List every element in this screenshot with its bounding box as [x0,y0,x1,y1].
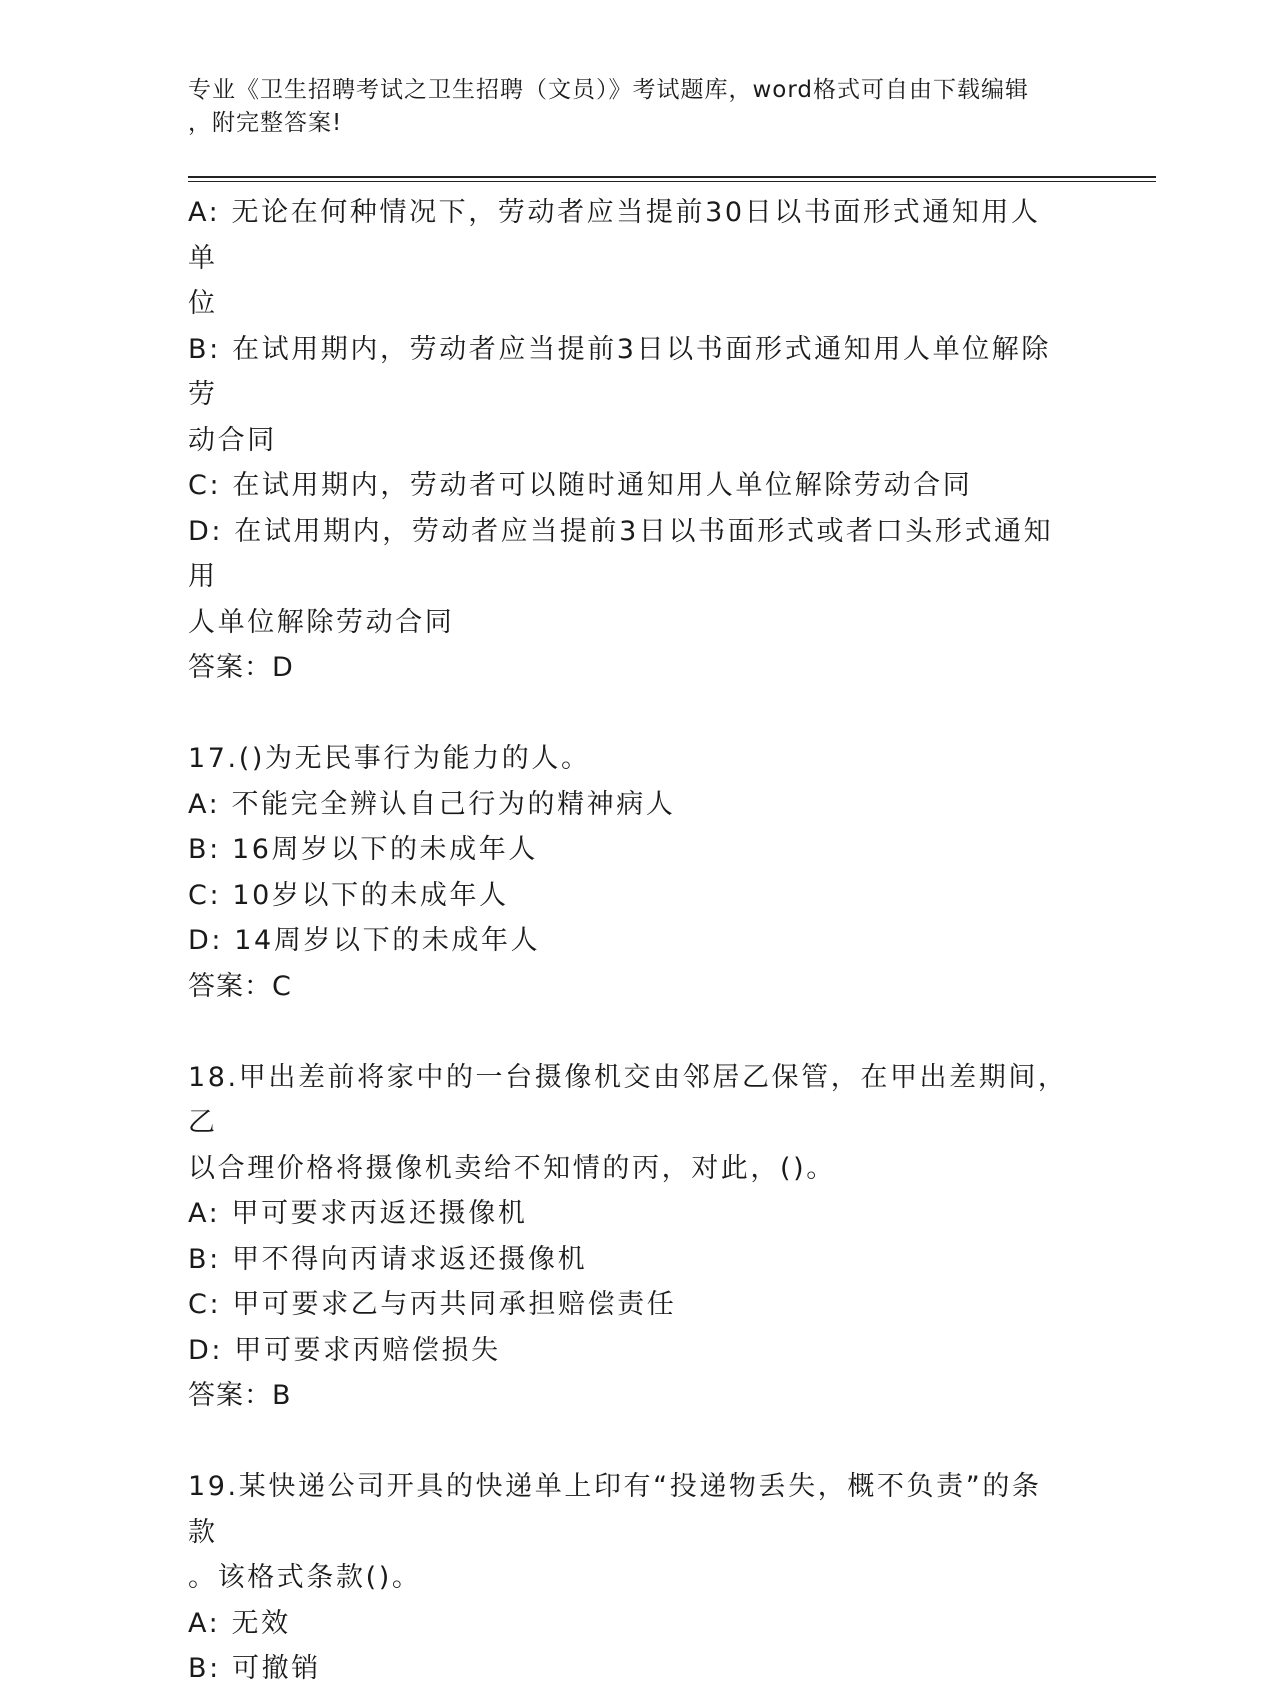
option-line: D: 在试用期内，劳动者应当提前3日以书面形式或者口头形式通知用 [188,515,1054,592]
option-line: B: 在试用期内，劳动者应当提前3日以书面形式通知用人单位解除劳 [188,333,1051,410]
option-line: B: 16周岁以下的未成年人 [188,834,538,865]
option-line: A: 无效 [188,1607,291,1639]
question-stem: 。该格式条款()。 [188,1562,422,1593]
question-stem: 17.()为无民事行为能力的人。 [188,743,591,774]
option-line: B: 可撤销 [188,1653,321,1684]
spacer [188,1009,1068,1055]
answer-line: 答案：C [188,970,292,1002]
question-17 [188,736,1068,1009]
option-line: D: 甲可要求丙赔偿损失 [188,1334,501,1366]
question-content [188,190,1068,1692]
header-line-2: ，附完整答案! [188,110,343,136]
question-18 [188,1055,1068,1419]
option-line: A: 无论在何种情况下，劳动者应当提前30日以书面形式通知用人单 [188,197,1041,274]
option-line: B: 甲不得向丙请求返还摄像机 [188,1243,588,1275]
question-stem: 19.某快递公司开具的快递单上印有“投递物丢失，概不负责”的条款 [188,1471,1042,1548]
answer-line: 答案：D [188,652,294,683]
option-line: D: 14周岁以下的未成年人 [188,925,541,956]
question-stem: 以合理价格将摄像机卖给不知情的丙，对此，()。 [188,1152,836,1184]
document-header [188,74,1068,140]
question-stem: 18.甲出差前将家中的一台摄像机交由邻居乙保管，在甲出差期间，乙 [188,1061,1068,1138]
option-line: 动合同 [188,424,277,456]
spacer [188,691,1068,737]
header-double-rule [188,176,1156,182]
option-line: 人单位解除劳动合同 [188,606,455,638]
spacer [188,1419,1068,1465]
option-line: 位 [188,288,218,319]
option-line: C: 在试用期内，劳动者可以随时通知用人单位解除劳动合同 [188,470,973,501]
option-line: A: 甲可要求丙返还摄像机 [188,1198,528,1229]
option-line: A: 不能完全辨认自己行为的精神病人 [188,788,676,820]
question-19 [188,1464,1068,1692]
option-line: C: 甲可要求乙与丙共同承担赔偿责任 [188,1289,677,1320]
option-line: C: 10岁以下的未成年人 [188,879,509,911]
answer-line: 答案：B [188,1380,292,1411]
header-line-1: 专业《卫生招聘考试之卫生招聘（文员）》考试题库，word格式可自由下载编辑 [188,77,1030,103]
question-16 [188,190,1068,691]
